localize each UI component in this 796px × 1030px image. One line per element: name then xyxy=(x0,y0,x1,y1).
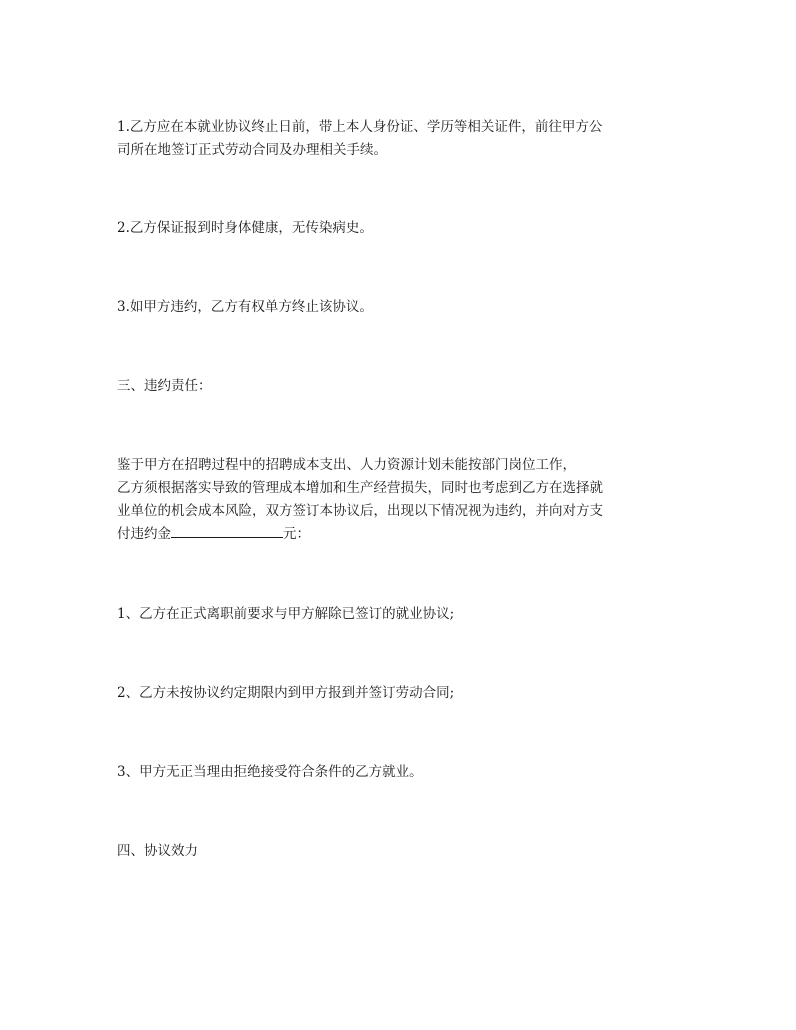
breach-liability-paragraph xyxy=(117,454,687,546)
clause-3-line: 3.如甲方违约，乙方有权单方终止该协议。 xyxy=(117,299,373,315)
clause-1-line-2: 司所在地签订正式劳动合同及办理相关手续。 xyxy=(117,142,387,158)
penalty-amount-blank xyxy=(171,525,283,538)
clause-1-line-1: 1.乙方应在本就业协议终止日前，带上本人身份证、学历等相关证件，前往甲方公 xyxy=(117,119,603,135)
breach-item-1-text: 1、乙方在正式离职前要求与甲方解除已签订的就业协议; xyxy=(117,606,455,622)
section-3-heading-text: 三、违约责任： xyxy=(117,378,212,394)
breach-line-1: 鉴于甲方在招聘过程中的招聘成本支出、人力资源计划未能按部门岗位工作， xyxy=(117,457,576,473)
breach-item-2 xyxy=(117,682,687,705)
breach-item-3-text: 3、甲方无正当理由拒绝接受符合条件的乙方就业。 xyxy=(117,764,423,780)
clause-2-paragraph xyxy=(117,217,687,240)
breach-item-1 xyxy=(117,603,687,626)
clause-2-line: 2.乙方保证报到时身体健康，无传染病史。 xyxy=(117,220,373,236)
section-4-heading-text: 四、协议效力 xyxy=(117,843,198,859)
breach-item-3 xyxy=(117,761,687,784)
section-4-heading xyxy=(117,840,687,863)
section-3-heading xyxy=(117,375,687,398)
clause-3-paragraph xyxy=(117,296,687,319)
clause-1-paragraph xyxy=(117,116,687,162)
breach-line-2: 乙方须根据落实导致的管理成本增加和生产经营损失，同时也考虑到乙方在选择就 xyxy=(117,480,603,496)
breach-line-3: 业单位的机会成本风险，双方签订本协议后，出现以下情况视为违约，并向对方支 xyxy=(117,503,603,519)
breach-item-2-text: 2、乙方未按协议约定期限内到甲方报到并签订劳动合同; xyxy=(117,685,455,701)
penalty-unit: 元： xyxy=(283,526,310,542)
penalty-label: 付违约金 xyxy=(117,526,171,542)
breach-line-4 xyxy=(117,523,687,546)
